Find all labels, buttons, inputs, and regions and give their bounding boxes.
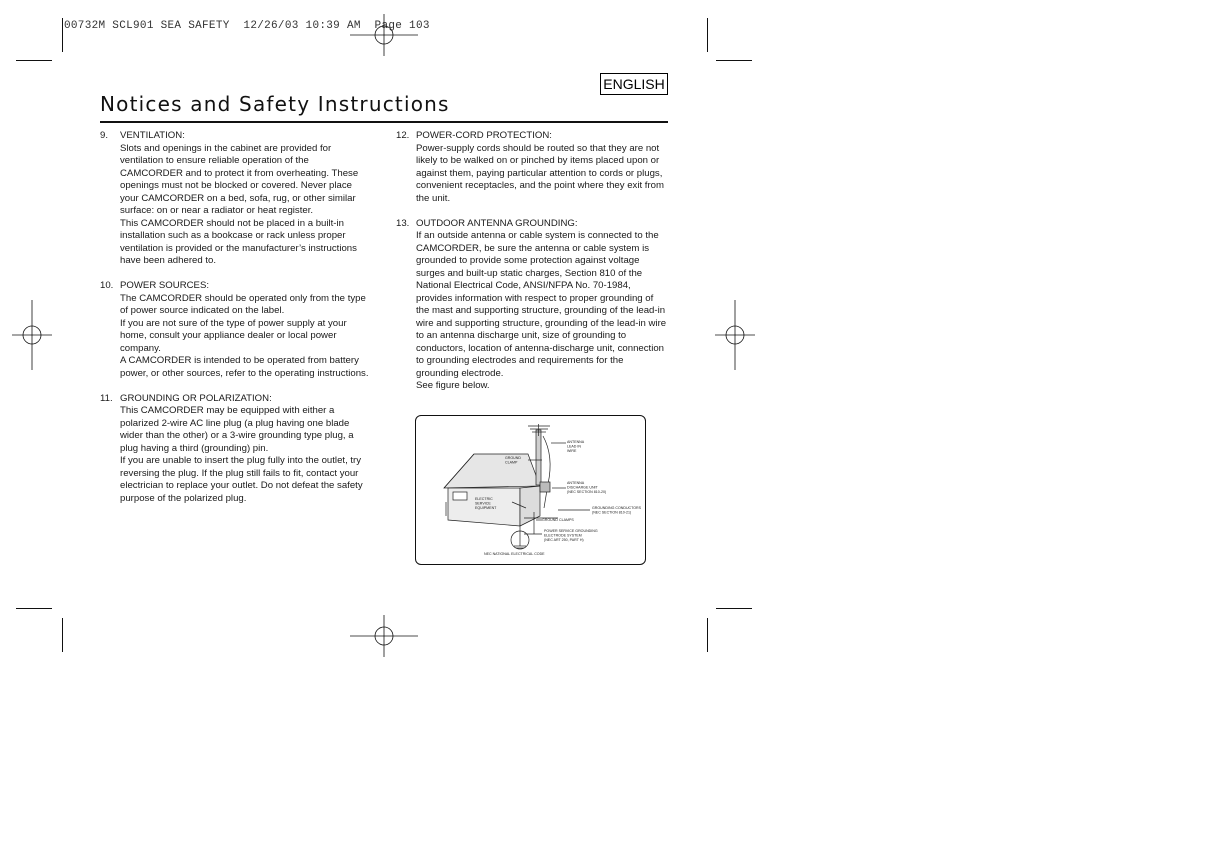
section-power-cord — [396, 130, 668, 205]
label-grounding-conductors-line2: (NEC SECTION 810-21) — [592, 510, 632, 515]
label-electric-service-line3: EQUIPMENT — [475, 506, 497, 510]
section-ventilation — [100, 130, 372, 268]
section-number: 11. — [100, 392, 113, 404]
section-power-sources — [100, 280, 372, 380]
label-discharge-unit-line1: ANTENNA — [567, 481, 585, 485]
section-heading: POWER SOURCES: — [120, 280, 210, 291]
section-antenna-grounding — [396, 218, 668, 393]
section-paragraph: This CAMCORDER should not be placed in a built-in installation such as a bookcase or rack unless proper ventilation is provided or the manufacturer’s instructions have been adhered to. — [120, 217, 357, 266]
section-paragraph: A CAMCORDER is intended to be operated from battery power, or other sources, refer to the operating instructions. — [120, 355, 369, 379]
label-power-service-line3: (NEC ART 250, PART H) — [544, 538, 584, 542]
section-paragraph: If an outside antenna or cable system is connected to the CAMCORDER, be sure the antenna or cable system is grounded to provide some protection against voltage surges and built-up static charges, Section 810 of the National Electrical Code, ANSI/NFPA No. 70-1984, provides information with respect to proper grounding of the mast and supporting structure, grounding of the lead-in wire and supporting structure, grounding of the lead-in wire to an antenna discharge unit, size of grounding to conductors, location of antenna-discharge unit, connection to grounding electrodes and requirements for the grounding electrode. — [416, 230, 667, 379]
label-electric-service-line1: ELECTRIC — [475, 497, 493, 501]
section-paragraph: Power-supply cords should be routed so that they are not likely to be walked on or pinched by items placed upon or against them, paying particular attention to cords or plugs, convenient receptacles, and the point where they exit from the unit. — [416, 142, 664, 204]
label-ground-clamp-line1: GROUND — [505, 456, 521, 460]
label-power-service-line2: ELECTRODE SYSTEM — [544, 533, 582, 538]
title-rule — [100, 121, 668, 123]
section-heading: POWER-CORD PROTECTION: — [416, 130, 552, 141]
label-electric-service-line2: SERVICE — [475, 501, 491, 506]
section-paragraph: See figure below. — [416, 380, 490, 391]
label-power-service-line1: POWER SERVICE GROUNDING — [544, 529, 598, 533]
section-number: 10. — [100, 280, 114, 291]
language-tab: ENGLISH — [600, 73, 668, 95]
label-antenna-lead-line1: ANTENNA — [567, 440, 585, 444]
section-heading: OUTDOOR ANTENNA GROUNDING: — [416, 217, 578, 229]
section-paragraph: If you are unable to insert the plug fully into the outlet, try reversing the plug. If the plug still fails to fit, contact your electrician to replace your outlet. Do not defeat the safety purpose of the polarized plug. — [120, 455, 363, 504]
section-paragraph: If you are not sure of the type of power supply at your home, consult your appliance dealer or local power company. — [120, 317, 347, 354]
section-number: 9. — [100, 130, 109, 141]
page-title: Notices and Safety Instructions — [100, 92, 450, 116]
section-paragraph: Slots and openings in the cabinet are provided for ventilation to ensure reliable operation of the CAMCORDER and to protect it from overheating. These openings must not be blocked or covered. Never place your CAMCORDER on a bed, sofa, rug, or other similar surface: on or near a radiator or heat register. — [120, 142, 359, 216]
print-slug: 00732M SCL901 SEA SAFETY 12/26/03 10:39 AM Page 103 — [64, 20, 430, 32]
label-nec-caption: NEC NATIONAL ELECTRICAL CODE — [484, 552, 545, 556]
label-ground-clamps: GROUND CLAMPS — [542, 518, 574, 522]
label-grounding-conductors-line1: GROUNDING CONDUCTORS — [592, 506, 642, 510]
label-discharge-unit-line3: (NEC SECTION 810-20) — [567, 490, 607, 494]
section-heading: GROUNDING OR POLARIZATION: — [120, 392, 272, 404]
section-paragraph: The CAMCORDER should be operated only from the type of power source indicated on the label. — [120, 292, 366, 316]
label-antenna-lead-line2: LEAD IN — [567, 444, 581, 449]
left-column — [100, 130, 372, 518]
antenna-grounding-figure — [415, 415, 646, 565]
label-antenna-lead-line3: WIRE — [567, 449, 577, 453]
label-ground-clamp-line2: CLAMP — [505, 460, 518, 465]
section-heading: VENTILATION: — [120, 130, 185, 141]
label-discharge-unit-line2: DISCHARGE UNIT — [567, 485, 598, 490]
section-number: 12. — [396, 130, 410, 141]
grounding-diagram — [416, 416, 645, 564]
right-column — [396, 130, 668, 405]
section-grounding — [100, 393, 372, 506]
section-number: 13. — [396, 217, 410, 229]
section-paragraph: This CAMCORDER may be equipped with either a polarized 2-wire AC line plug (a plug having one blade wider than the other) or a 3-wire grounding type plug, a plug having a third (grounding) pin. — [120, 405, 354, 454]
